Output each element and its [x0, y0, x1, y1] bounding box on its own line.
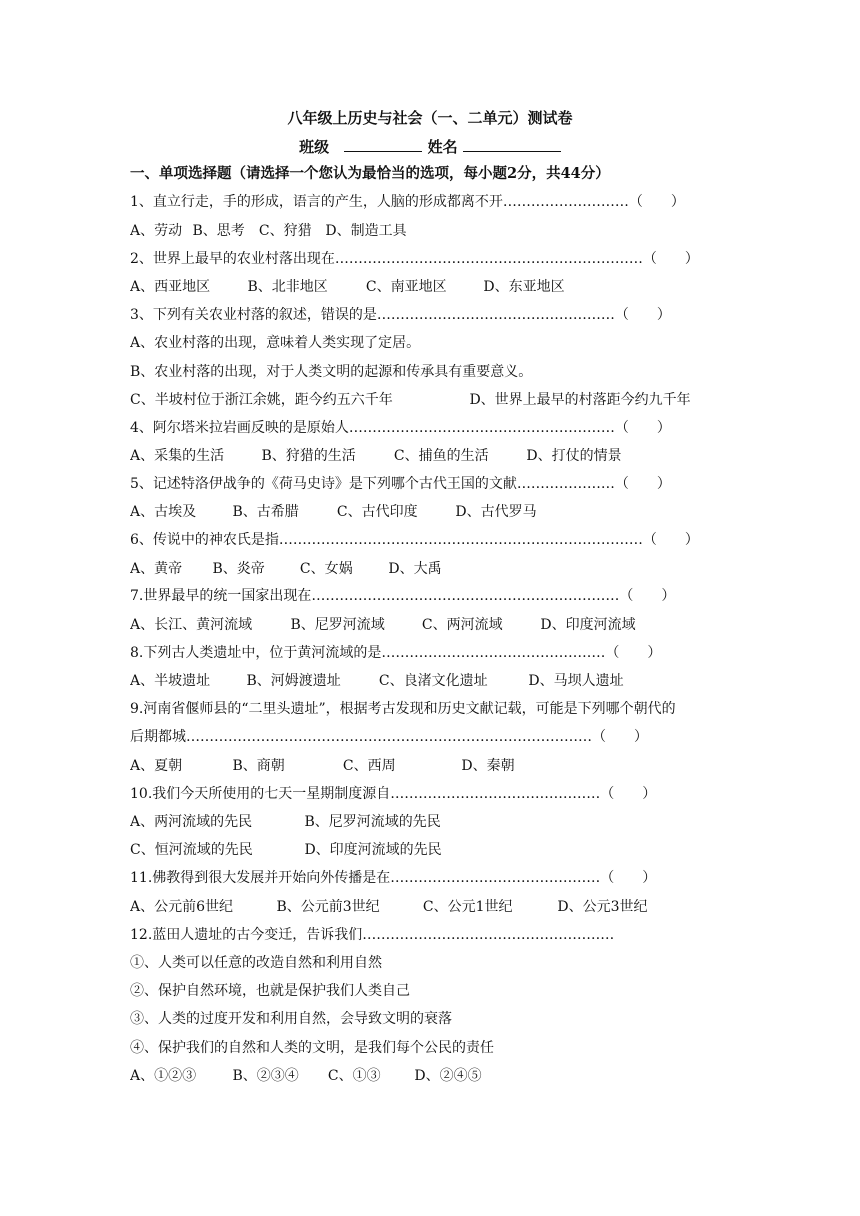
q6-option-b[interactable]: B、炎帝 — [212, 561, 265, 577]
q6-option-c[interactable]: C、女娲 — [299, 561, 353, 577]
q12-statement-4: ④、保护我们的自然和人类的文明，是我们每个公民的责任 — [130, 1040, 494, 1056]
question-10-options-ab — [130, 813, 740, 831]
q8-option-d[interactable]: D、马坝人遗址 — [528, 673, 624, 689]
q3-option-a[interactable]: A、农业村落的出现，意味着人类实现了定居。 — [130, 335, 421, 351]
q2-option-a[interactable]: A、西亚地区 — [130, 279, 211, 295]
name-label: 姓名 — [427, 138, 458, 156]
q7-option-b[interactable]: B、尼罗河流域 — [290, 617, 385, 633]
question-6-options — [130, 560, 740, 578]
q9-option-b[interactable]: B、商朝 — [232, 758, 285, 774]
q10-option-a[interactable]: A、两河流域的先民 — [130, 814, 253, 830]
q12-option-c[interactable]: C、①③ — [327, 1068, 381, 1084]
student-info-line — [0, 137, 860, 157]
q2-option-c[interactable]: C、南亚地区 — [365, 279, 447, 295]
q11-option-b[interactable]: B、公元前3世纪 — [276, 899, 380, 915]
q7-option-c[interactable]: C、两河流域 — [421, 617, 503, 633]
question-4-options — [130, 447, 740, 465]
q2-option-d[interactable]: D、东亚地区 — [483, 279, 565, 295]
question-7-options — [130, 616, 740, 634]
q12-statement-1: ①、人类可以任意的改造自然和利用自然 — [130, 955, 382, 971]
q8-option-c[interactable]: C、良渚文化遗址 — [378, 673, 488, 689]
q3-option-d[interactable]: D、世界上最早的村落距今约九千年 — [469, 392, 691, 408]
q5-option-b[interactable]: B、古希腊 — [232, 504, 299, 520]
q3-option-c[interactable]: C、半坡村位于浙江余姚，距今约五六千年 — [130, 392, 393, 408]
question-5-options — [130, 503, 740, 521]
q11-option-a[interactable]: A、公元前6世纪 — [130, 899, 234, 915]
q1-option-d[interactable]: D、制造工具 — [325, 223, 407, 239]
question-11-options — [130, 898, 740, 916]
q1-option-c[interactable]: C、狩猎 — [258, 223, 312, 239]
q12-option-d[interactable]: D、②④⑤ — [414, 1068, 482, 1084]
class-blank[interactable] — [344, 137, 422, 152]
q7-option-a[interactable]: A、长江、黄河流域 — [130, 617, 253, 633]
question-3-stem: 3、下列有关农业村落的叙述，错误的是……………………………………………（ ） — [130, 307, 671, 323]
question-9-options — [130, 757, 740, 775]
question-3-options-cd — [130, 391, 740, 409]
exam-title: 八年级上历史与社会（一、二单元）测试卷 — [287, 109, 573, 127]
q8-option-a[interactable]: A、半坡遗址 — [130, 673, 211, 689]
question-4-stem: 4、阿尔塔米拉岩画反映的是原始人…………………………………………………（ ） — [130, 420, 671, 436]
question-7-stem: 7.世界最早的统一国家出现在…………………………………………………………（ ） — [130, 588, 676, 604]
class-label: 班级 — [299, 138, 330, 156]
question-11-stem: 11.佛教得到很大发展并开始向外传播是在………………………………………（ ） — [130, 870, 657, 886]
question-1-options — [130, 222, 740, 240]
q10-option-c[interactable]: C、恒河流域的先民 — [130, 842, 253, 858]
question-6-stem: 6、传说中的神农氏是指……………………………………………………………………（ ） — [130, 532, 699, 548]
question-1-stem: 1、直立行走，手的形成，语言的产生，人脑的形成都离不开………………………（ ） — [130, 194, 685, 210]
question-2-stem: 2、世界上最早的农业村落出现在…………………………………………………………（ ） — [130, 251, 699, 267]
q1-option-b[interactable]: B、思考 — [192, 223, 245, 239]
section1-header: 一、单项选择题（请选择一个您认为最恰当的选项，每小题2分，共44分） — [130, 165, 610, 182]
q12-statement-2: ②、保护自然环境，也就是保护我们人类自己 — [130, 983, 410, 999]
q11-option-d[interactable]: D、公元3世纪 — [557, 899, 648, 915]
q9-option-a[interactable]: A、夏朝 — [130, 758, 183, 774]
q5-option-a[interactable]: A、古埃及 — [130, 504, 197, 520]
q4-option-b[interactable]: B、狩猎的生活 — [261, 448, 356, 464]
q12-statement-3: ③、人类的过度开发和利用自然，会导致文明的衰落 — [130, 1011, 452, 1027]
question-5-stem: 5、记述特洛伊战争的《荷马史诗》是下列哪个古代王国的文献…………………（ ） — [130, 476, 671, 492]
q5-option-c[interactable]: C、古代印度 — [336, 504, 418, 520]
q6-option-d[interactable]: D、大禹 — [388, 561, 442, 577]
question-9-stem-line1: 9.河南省偃师县的“二里头遗址”，根据考古发现和历史文献记载，可能是下列哪个朝代的 — [130, 701, 676, 717]
question-10-options-cd — [130, 841, 740, 859]
question-12-stem: 12.蓝田人遗址的古今变迁，告诉我们……………………………………………… — [130, 927, 615, 943]
name-blank[interactable] — [463, 137, 561, 152]
q5-option-d[interactable]: D、古代罗马 — [455, 504, 537, 520]
q4-option-d[interactable]: D、打仗的情景 — [526, 448, 622, 464]
q7-option-d[interactable]: D、印度河流域 — [540, 617, 636, 633]
q1-option-a[interactable]: A、劳动 — [130, 223, 183, 239]
question-9-stem-line2: 后期都城……………………………………………………………………………（ ） — [130, 729, 648, 745]
q10-option-b[interactable]: B、尼罗河流域的先民 — [304, 814, 441, 830]
q2-option-b[interactable]: B、北非地区 — [247, 279, 328, 295]
q9-option-c[interactable]: C、西周 — [342, 758, 396, 774]
q6-option-a[interactable]: A、黄帝 — [130, 561, 183, 577]
q10-option-d[interactable]: D、印度河流域的先民 — [304, 842, 442, 858]
question-12-options — [130, 1067, 740, 1085]
q12-option-b[interactable]: B、②③④ — [232, 1068, 299, 1084]
question-8-options — [130, 672, 740, 690]
q4-option-c[interactable]: C、捕鱼的生活 — [393, 448, 489, 464]
q11-option-c[interactable]: C、公元1世纪 — [422, 899, 513, 915]
q12-option-a[interactable]: A、①②③ — [130, 1068, 197, 1084]
question-10-stem: 10.我们今天所使用的七天一星期制度源自………………………………………（ ） — [130, 786, 657, 802]
question-8-stem: 8.下列古人类遗址中，位于黄河流域的是…………………………………………（ ） — [130, 645, 662, 661]
q9-option-d[interactable]: D、秦朝 — [461, 758, 515, 774]
q4-option-a[interactable]: A、采集的生活 — [130, 448, 225, 464]
question-2-options — [130, 278, 740, 296]
q3-option-b[interactable]: B、农业村落的出现，对于人类文明的起源和传承具有重要意义。 — [130, 364, 533, 380]
q8-option-b[interactable]: B、河姆渡遗址 — [246, 673, 341, 689]
